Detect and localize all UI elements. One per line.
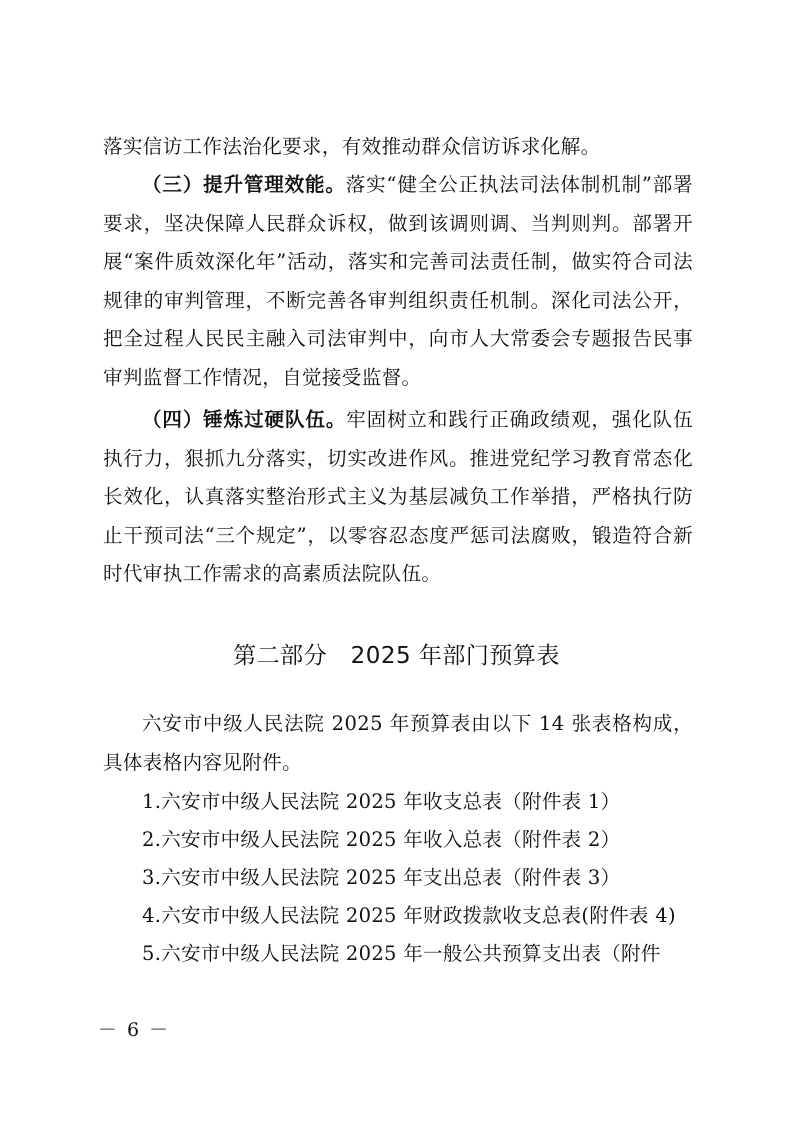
paragraph-text: 牢固树立和践行正确政绩观，强化队伍执行力，狠抓九分落实，切实改进作风。推进党纪学习教育常态化长效化，认真落实整治形式主义为基层减负工作举措，严格执行防止干预司法“三个规定”，以零容忍态度严惩司法腐败，锻造符合新时代审执工作需求的高素质法院队伍。	[103, 408, 693, 585]
paragraph-team-building	[103, 401, 693, 594]
list-item: 5.六安市中级人民法院 2025 年一般公共预算支出表（附件	[142, 942, 661, 965]
list-item: 1.六安市中级人民法院 2025 年收支总表（附件表 1）	[142, 790, 621, 813]
paragraph-management-efficiency	[103, 166, 693, 397]
intro-paragraph	[103, 705, 693, 782]
paragraph-text: 落实“健全公正执法司法体制机制”部署要求，坚决保障人民群众诉权，做到该调则调、当判则判。部署开展“案件质效深化年”活动，落实和完善司法责任制，做实符合司法规律的审判管理，不断完善各审判组织责任机制。深化司法公开，把全过程人民民主融入司法审判中，向市人大常委会专题报告民事审判监督工作情况，自觉接受监督。	[103, 173, 693, 389]
paragraph-text: 六安市中级人民法院 2025 年预算表由以下 14 张表格构成，具体表格内容见附件。	[103, 712, 693, 774]
list-item: 4.六安市中级人民法院 2025 年财政拨款收支总表(附件表 4)	[142, 904, 676, 927]
paragraph-petition	[103, 128, 693, 167]
list-item: 3.六安市中级人民法院 2025 年支出总表（附件表 3）	[142, 866, 621, 889]
paragraph-text: 落实信访工作法治化要求，有效推动群众信访诉求化解。	[103, 135, 601, 158]
list-item: 2.六安市中级人民法院 2025 年收入总表（附件表 2）	[142, 828, 621, 851]
paragraph-lead-heading: （三）提升管理效能。	[142, 173, 346, 196]
page-number: － 6 －	[98, 1019, 171, 1041]
paragraph-lead-heading: （四）锤炼过硬队伍。	[142, 408, 347, 431]
section-heading: 第二部分 2025 年部门预算表	[233, 643, 560, 669]
